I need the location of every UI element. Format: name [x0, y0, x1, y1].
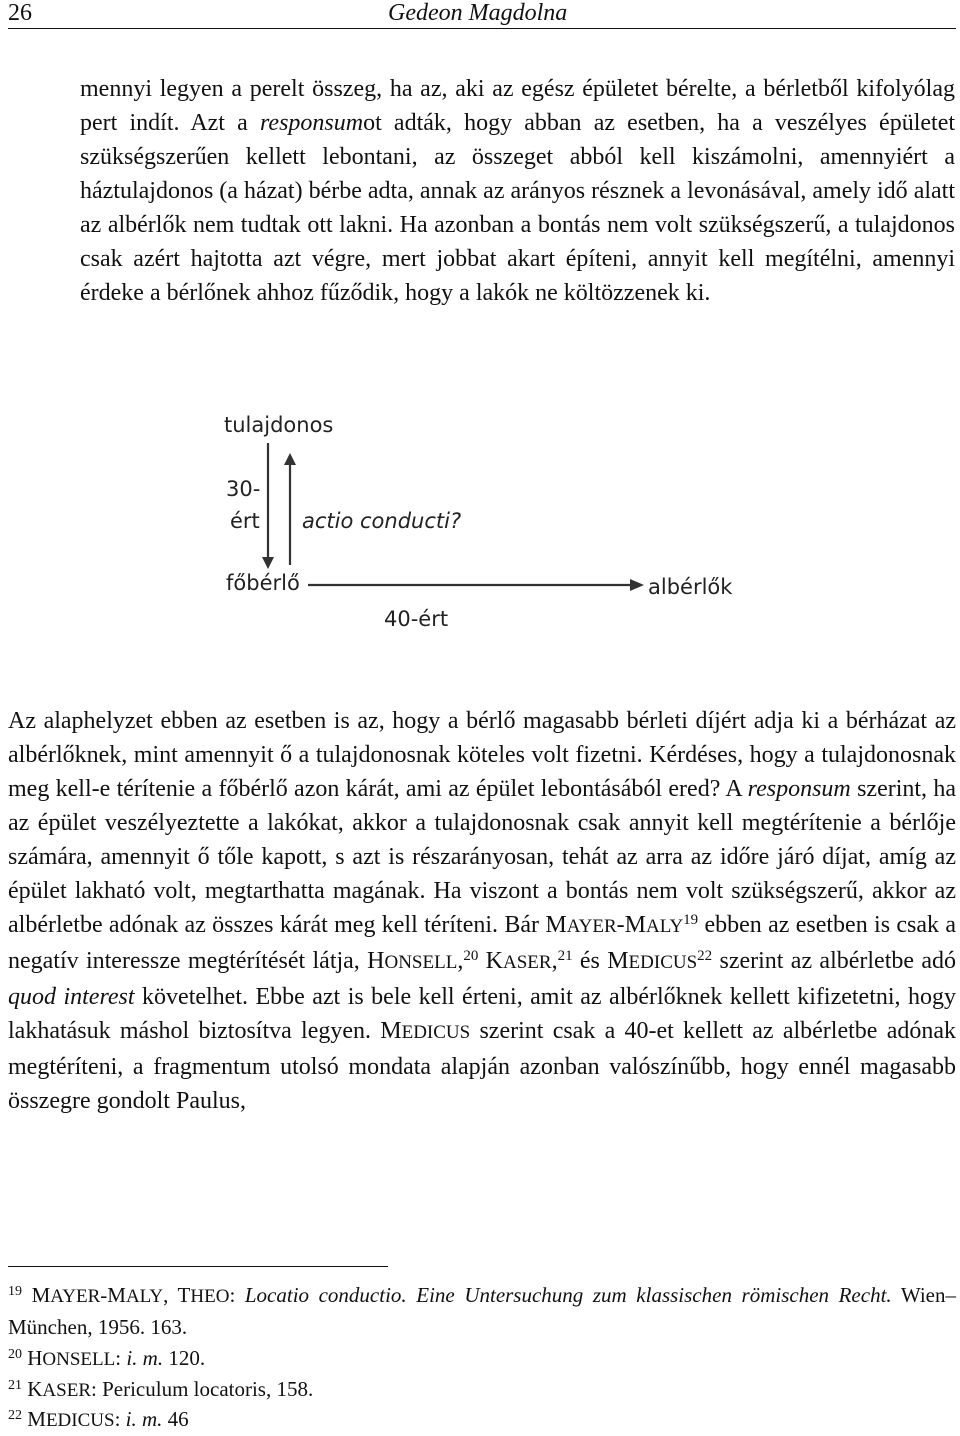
- footnote-20: [8, 1343, 956, 1375]
- footnote-22: [8, 1404, 956, 1436]
- diagram-figure: [220, 405, 760, 645]
- author-name: K: [485, 948, 503, 974]
- right-arrow-head: [630, 579, 644, 591]
- diagram-arrows: [220, 405, 760, 645]
- down-arrow-head: [262, 557, 274, 569]
- text-run: 46: [162, 1407, 189, 1431]
- author-name: ALY: [125, 1286, 164, 1307]
- diagram-label-actio: actio conducti?: [302, 509, 462, 533]
- italic-abbrev: i. m.: [125, 1407, 163, 1431]
- text-run: Periculum locatoris, 158.: [102, 1377, 314, 1401]
- footnote-marker[interactable]: 20: [463, 948, 479, 964]
- page-number: 26: [8, 0, 32, 26]
- text-run: :: [114, 1407, 126, 1431]
- paragraph-1: [80, 72, 955, 310]
- author-name: M: [607, 948, 629, 974]
- text-run: követelhet. Ebbe azt is bele kell érteni, amit az albérlőknek kellett kifizetetni, hogy lakhatásuk máshol biztosítva legyen.: [8, 984, 957, 1044]
- footnote-19: [8, 1280, 956, 1343]
- footnote-marker[interactable]: 19: [683, 912, 699, 928]
- diagram-label-40: 40-ért: [384, 607, 449, 631]
- footnote-marker[interactable]: 22: [697, 948, 713, 964]
- text-run: ,: [457, 948, 464, 974]
- diagram-label-ert: ért: [230, 509, 260, 533]
- text-run: :: [91, 1377, 103, 1401]
- text-run: szerint az albérletbe adó: [712, 948, 956, 974]
- author-name: AYER: [50, 1286, 101, 1307]
- text-run: szerint csak a 40-et kellett az albérletbe adónak megtéríteni, a fragmentum utolsó mondata alapján azonban valószínűbb, hogy ennél magasabb összegre gondolt Paulus,: [8, 1018, 956, 1114]
- author-name: H: [27, 1346, 43, 1370]
- text-run: [478, 948, 485, 974]
- author-name: EDICUS: [401, 1022, 471, 1043]
- up-arrow-head: [284, 453, 296, 465]
- footnote-number: 20: [8, 1347, 22, 1362]
- diagram-label-main-tenant: főbérlő: [226, 571, 300, 595]
- author-name: ONSELL: [42, 1349, 116, 1370]
- italic-term: responsum: [259, 110, 364, 136]
- author-name: ASER: [42, 1380, 91, 1401]
- diagram-label-30: 30-: [226, 477, 261, 501]
- text-run: 120.: [163, 1346, 206, 1370]
- italic-term: quod interest: [8, 984, 135, 1010]
- author-name: EDICUS: [45, 1410, 115, 1431]
- text-run: és: [572, 948, 608, 974]
- diagram-label-owner: tulajdonos: [224, 413, 334, 437]
- author-name: K: [27, 1377, 43, 1401]
- footnote-number: 19: [8, 1284, 22, 1299]
- footnote-separator: [8, 1266, 388, 1267]
- italic-term: responsum: [747, 776, 851, 802]
- paragraph-2: [8, 704, 956, 1118]
- author-name: ALY: [646, 916, 684, 937]
- page-header: [8, 0, 956, 29]
- footnote-number: 22: [8, 1408, 22, 1423]
- author-name: EDICUS: [628, 952, 698, 973]
- italic-abbrev: i. m.: [126, 1346, 164, 1370]
- author-name: H: [367, 948, 385, 974]
- footnote-21: [8, 1374, 956, 1406]
- text-run: ot adták, hogy abban az esetben, ha a veszélyes épületet szükségszerűen kellett lebontani, az összeget abból kell kiszámolni, amennyiért a háztulajdonos (a házat) bérbe adta, annak az arányos résznek a levonásával, amely idő alatt az albérlők nem tudtak ott lakni. Ha azonban a bontás nem volt szükségszerű, a tulajdonos csak azért hajtotta azt végre, mert jobbat akart építeni, annyit kell megítélni, amennyi érdeke a bérlőnek ahhoz fűződik, hogy a lakók ne költözzenek ki.: [80, 110, 956, 306]
- running-head: Gedeon Magdolna: [388, 0, 568, 26]
- author-name: ONSELL: [384, 952, 458, 973]
- text-run: :: [115, 1346, 127, 1370]
- footnote-marker[interactable]: 21: [557, 948, 573, 964]
- author-name: -M: [100, 1283, 126, 1307]
- author-name: HEO: [190, 1286, 230, 1307]
- book-title: Locatio conductio. Eine Untersuchung zum klassischen römischen Recht.: [244, 1283, 892, 1307]
- text-run: Wien–München, 1956. 163.: [8, 1283, 956, 1339]
- author-name: -M: [616, 912, 647, 938]
- footnote-number: 21: [8, 1378, 22, 1393]
- text-run: Az alaphelyzet ebben az esetben is az, hogy a bérlő magasabb bérleti díjért adja ki a bérházat az albérlőknek, mint amennyit ő a tulajdonosnak köteles volt fizetni. Kérdéses, hogy a tulajdonosnak meg kell-e térítenie a főbérlő azon kárát, ami az épület lebontásából ered? A: [8, 708, 956, 802]
- author-name: , T: [163, 1283, 191, 1307]
- author-name: M: [27, 1407, 46, 1431]
- author-name: ASER: [502, 952, 552, 973]
- author-name: AYER: [566, 916, 617, 937]
- text-run: mennyi legyen a perelt összeg, ha az, aki az egész épületet bérelte, a bérletből kifolyólag pert indít. Azt a: [80, 76, 955, 136]
- diagram-label-subtenants: albérlők: [648, 575, 733, 599]
- author-name: M: [31, 1283, 51, 1307]
- text-run: ,: [551, 948, 558, 974]
- author-name: M: [380, 1018, 402, 1044]
- author-name: M: [545, 912, 567, 938]
- text-run: :: [229, 1283, 245, 1307]
- text-run: ebben az esetben is csak a negatív interessze megtérítését látja,: [8, 912, 956, 974]
- text-run: szerint, ha az épület veszélyeztette a lakókat, akkor a tulajdonosnak csak annyit kell megtérítenie a bérlője számára, amennyit ő tőle kapott, s azt is részarányosan, tehát az arra az időre járó díjat, amíg az épület lakható volt, megtarthatta magának. Ha viszont a bontás nem volt szükségszerű, akkor az albérletbe adónak az összes kárát meg kell téríteni. Bár: [8, 776, 957, 938]
